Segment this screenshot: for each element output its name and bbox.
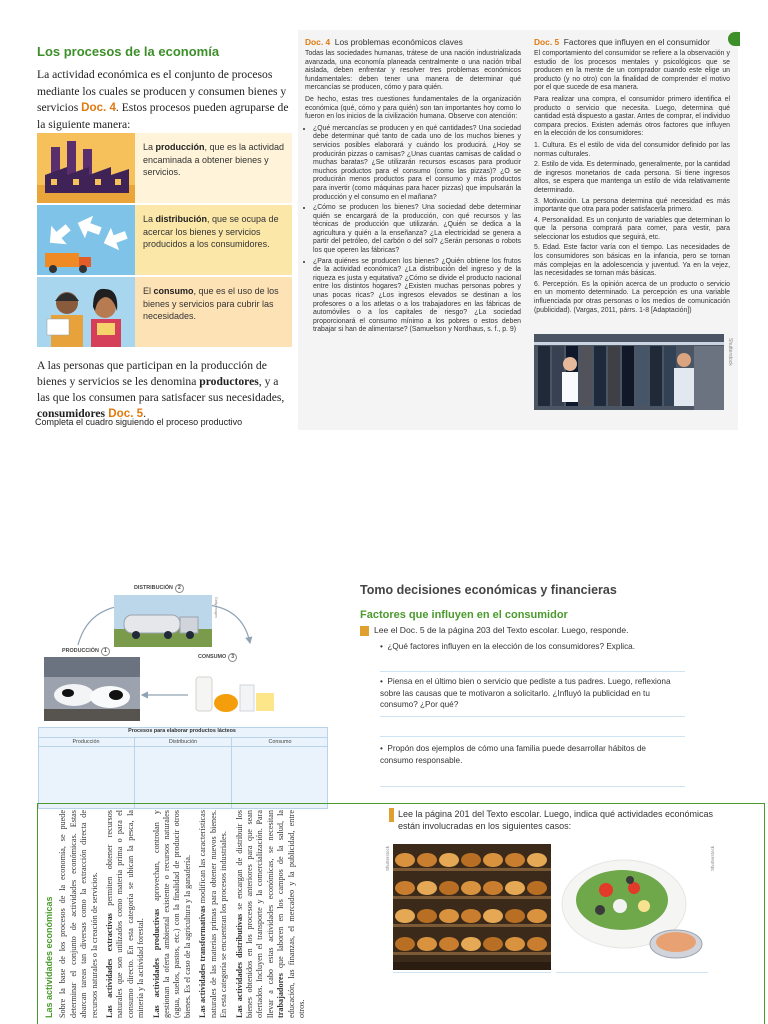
milk-truck-photo — [114, 595, 212, 647]
table-divider — [38, 746, 328, 747]
doc-reference: Doc. 5 — [105, 407, 144, 420]
production-cycle-diagram — [38, 577, 328, 727]
activity-title: Tomo decisiones económicas y financieras — [360, 583, 617, 597]
consumers-illustration — [37, 277, 135, 347]
clothing-store-photo — [534, 334, 724, 410]
doc5-item: 3. Motivación. La persona determina qué necesidad es más importante que otra para poder satisfacerla primero. — [534, 197, 730, 214]
photo-credit: Shutterstock — [385, 846, 390, 872]
question-3: • Propón dos ejemplos de cómo una familia puede desarrollar hábitos de consumo responsable. — [380, 744, 646, 765]
doc4-body: Todas las sociedades humanas, trátese de una nación industrializada avanzada, una economía planeada centralmente o una nación tribal aislada, deben enfrentar y resolver tres problemas económicos fundamentales: deben tener una manera de determinar qué mercancías se producen, cómo y para quién. De hecho, estas tres cuestiones fundamentales de la organización económica (qué, cómo y para quién) son tan importantes hoy como lo fueron en los inicios de la civilización humana. Observe con atención: • ¿Qué mercancías se producen y en qué cantidades? Una sociedad debe determinar qué tanto de cada uno de los muchos bienes y servicios posibles elaborará y cuándo los producirá. ¿Hoy se producirán pizzas o camisas? ¿Unas cuantas camisas de calidad o muchas baratas? ¿Se utilizarán recursos escasos para producir muchos productos para el consumo (como las pizzas)? ¿O se producirán menos productos para el consumo y más productos para invertir (como máquinas para hacer pizzas) que impulsarán la producción y el consumo en el mañana? • ¿Cómo se producen los bienes? Una sociedad debe determinar quién se encargará de la producción, con qué recursos y las técnicas de producción que utilizarán. ¿Quién se dedica a la agricultura y quién a la enseñanza? ¿La electricidad se genera a partir del petróleo, del carbón o del sol? ¿Serán personas o robots los que operen las fábricas? • ¿Para quiénes se producen los bienes? ¿Quién obtiene los frutos de la actividad económica? ¿La distribución del ingreso y de la riqueza es justa y equitativa? ¿Cómo se divide el producto nacional entre los distintos hogares? ¿Existen muchas personas pobres y unas pocas ricas? ¿Los ingresos elevados se destinan a los profesores o a los atletas o a los trabajadores en las fábricas de automóviles o a los capitales de riesgo? ¿La sociedad proporcionará el consumo mínimo a los pobres o estos deben trabajar si han de alimentarse? (Samuelson y Nordhaus, s. f., p. 9) — [305, 50, 521, 337]
answer-line[interactable] — [380, 786, 685, 787]
tuna-salad-photo — [556, 844, 708, 970]
doc5-item: 6. Percepción. Es la opinión acerca de un producto o servicio en un momento determinado. La percepción es una variable influenciada por otras personas o los medios de comunicación (publicidad). (Vargas, 2011, párrs. 1-8 [Adaptación]) — [534, 280, 730, 314]
photo-credit: Shutterstock — [710, 846, 715, 872]
table-divider — [134, 737, 135, 808]
rotated-heading: Las actividades económicas — [44, 896, 54, 1018]
table-header: Consumo — [268, 739, 292, 745]
factory-illustration — [37, 133, 135, 203]
doc5-item: 5. Edad. Este factor varía con el tiempo. Las necesidades de los consumidores son básicas en la infancia, pero se tornan más complejas en la adolescencia y juventud. Ya en la vejez, las necesidades se tornan más básicas. — [534, 244, 730, 278]
doc5-item: 1. Cultura. Es el estilo de vida del consumidor definido por las normas culturales. — [534, 141, 730, 158]
photo-credit: Shutterstock — [727, 338, 733, 366]
table-header: Producción — [72, 739, 100, 745]
activity-subtitle: Factores que influyen en el consumidor — [360, 609, 568, 621]
dairy-cows-photo — [44, 657, 140, 721]
distribution-row — [37, 205, 292, 275]
table-divider — [38, 737, 328, 738]
activity-marker — [389, 808, 394, 822]
photo-credit: Getty Images — [214, 597, 218, 618]
doc4-bullet: • ¿Para quiénes se producen los bienes? ¿Quién obtiene los frutos de la actividad económica? ¿La distribución del ingreso y de la riqueza es justa y equitativa? ¿Cómo se divide el producto nacional entre los distintos hogares? ¿Existen muchas personas pobres y unas pocas ricas? ¿Los ingresos elevados se destinan a los profesores o a los atletas o a los trabajadores en las fábricas de automóviles o a los capitales de riesgo? ¿La sociedad proporcionará el consumo mínimo a los pobres o estos deben trabajar si han de alimentarse? (Samuelson y Nordhaus, s. f., p. 9) — [313, 258, 521, 335]
consumption-row — [37, 277, 292, 347]
answer-line[interactable] — [380, 736, 685, 737]
dairy-products-photo — [190, 663, 278, 721]
distribution-illustration — [37, 205, 135, 275]
doc4-heading: Doc. 4 Los problemas económicos claves — [305, 37, 463, 47]
answer-line[interactable] — [556, 972, 708, 973]
distribution-label: DISTRIBUCIÓN 2 — [134, 584, 184, 593]
question-2: • Piensa en el último bien o servicio que pediste a tus padres. Luego, reflexiona sobre las causas que te motivaron a solicitarlo. ¿Influyó la publicidad en tu consumo? ¿Por qué? — [380, 677, 671, 709]
doc5-heading: Doc. 5 Factores que influyen en el consumidor — [534, 37, 710, 47]
doc5-item: 2. Estilo de vida. Es determinado, generalmente, por la cantidad de ingresos monetarios de cada persona. Si tiene ingresos altos, se espera que mantenga un estilo de vida relativamente determinado. — [534, 161, 730, 194]
consumption-description: El consumo, que es el uso de los bienes y servicios para cubrir las necesidades. — [143, 286, 279, 321]
answer-line[interactable] — [393, 972, 551, 973]
doc5-body: El comportamiento del consumidor se refiere a la observación y estudio de los procesos mentales y psicológicos que se producen en la mente de un comprador cuando este elige un producto (y no otro) con la finalidad de comprender el motivo por el que sucede de esa manera. Para realizar una compra, el consumidor primero identifica el producto o servicio que necesita. Luego, determina qué cantidad está dispuesto a gastar. Antes de comprar, el individuo compara precios. Existen además otros factores que influyen en la elección de los consumidores: 1. Cultura. Es el estilo de vida del consumidor definido por las normas culturales. 2. Estilo de vida. Es determinado, generalmente, por la cantidad de ingresos monetarios de cada persona. Si tiene ingresos altos, se espera que mantenga un estilo de vida relativamente determinado. 3. Motivación. La persona determina qué necesidad es más importante que otra para poder satisfacerla primero. 4. Personalidad. Es un conjunto de variables que determinan lo que la persona comprará para comer, para vestir, para seleccionar los estudios que seguirá, etc. 5. Edad. Este factor varía con el tiempo. Las necesidades de los consumidores son básicas en la infancia, pero se tornan más complejas en la adolescencia y juventud. Ya en la vejez, las necesidades se tornan más básicas. 6. Percepción. Es la opinión acerca de un producto o servicio en un momento determinado. La percepción es una variable influenciada por otras personas o los medios de comunicación (publicidad). (Vargas, 2011, párrs. 1-8 [Adaptación]) — [534, 50, 730, 314]
doc-reference: Doc. 4 — [81, 101, 116, 114]
table-divider — [231, 737, 232, 808]
answer-line[interactable] — [380, 716, 685, 717]
intro-paragraph: La actividad económica es el conjunto de procesos mediante los cuales se producen y consumen bienes y servicios Doc. 4. Estos procesos pueden agruparse de la siguiente manera: — [37, 68, 289, 131]
production-label: PRODUCCIÓN 1 — [62, 647, 110, 656]
table-title: Procesos para elaborar productos lácteos — [128, 728, 236, 734]
production-description: La producción, que es la actividad encaminada a obtener bienes y servicios. — [143, 142, 285, 177]
answer-line[interactable] — [380, 671, 685, 672]
distribution-description: La distribución, que se ocupa de acercar los bienes y servicios producidos a los consumidores. — [143, 214, 279, 249]
activity-instruction: Lee el Doc. 5 de la página 203 del Texto escolar. Luego, responde. — [374, 625, 629, 635]
activity-marker — [360, 626, 369, 636]
doc4-bullet: • ¿Qué mercancías se producen y en qué cantidades? Una sociedad debe determinar qué tanto de cada uno de los muchos bienes y servicios posibles elaborará y cuándo los producirá. ¿Hoy se producirán pizzas o camisas? ¿Unas cuantas camisas de calidad o muchas baratas? ¿Se utilizarán recursos escasos para producir muchos productos para el consumo (como las pizzas)? ¿O se producirán menos productos para el consumo y más productos para invertir (como máquinas para hacer pizzas) que impulsarán la producción y el consumo en el mañana? — [313, 125, 521, 202]
doc5-item: 4. Personalidad. Es un conjunto de variables que determinan lo que la persona comprará para comer, para vestir, para seleccionar los estudios que seguirá, etc. — [534, 216, 730, 241]
bakery-bread-photo — [393, 844, 551, 970]
section-title: Los procesos de la economía — [37, 44, 220, 59]
answer-cell-distribucion[interactable] — [137, 748, 229, 806]
cases-instruction: Lee la página 201 del Texto escolar. Luego, indica qué actividades económicas están involucradas en los siguientes casos: — [398, 809, 714, 831]
table-header: Distribución — [168, 739, 198, 745]
answer-cell-produccion[interactable] — [40, 748, 132, 806]
question-1: • ¿Qué factores influyen en la elección de los consumidores? Explica. — [380, 642, 635, 651]
doc4-bullet: • ¿Cómo se producen los bienes? Una sociedad debe determinar quién se encargará de la producción, con qué recursos y las técnicas de producción que utilizarán. ¿Quién se dedica a la agricultura y quién a la enseñanza? ¿La electricidad se genera a partir del petróleo, del carbón o del sol? ¿Serán personas o robots los que operen las fábricas? — [313, 204, 521, 256]
production-row — [37, 133, 292, 203]
page-tab-marker — [728, 32, 740, 46]
consumption-label: CONSUMO 3 — [198, 653, 237, 662]
economic-activities-rotated-text: Las actividades económicas Sobre la base de los procesos de la economía, se puede determinar el conjunto de actividades económicas. Estas abarcan tareas tan diversas como la extracción directa de recursos naturales o la creación de servicios. Las actividades extractivas permiten obtener recursos naturales que son utilizados como materia prima o para el consumo directo. En esta categoría se ubican la pesca, la minería y la actividad forestal. Las actividades productivas aprovechan, controlan y gestionan la oferta ambiental existente o recursos naturales (agua, suelos, pastos, etc.) con la finalidad de producir otros bienes. Es el caso de la agricultura y la ganadería. Las actividades transformativas modifican las características naturales de las materias primas para obtener nuevos bienes. En esta categoría se encuentran los procesos industriales. Las actividades distributivas se encargan de distribuir los bienes obtenidos en los procesos anteriores para que sean ofertados. Incluyen el transporte y la comercialización. Para llevar a cabo estas actividades económicas, se necesitan trabajadores que laboren en los campos de la salud, la educación, las finanzas, el mercadeo y la publicidad, entre otros. — [44, 809, 306, 1018]
answer-cell-consumo[interactable] — [234, 748, 326, 806]
producers-consumers-paragraph: A las personas que participan en la producción de bienes y servicios se les denomina productores, y a las que los consumen para satisfacer sus necesidades, consumidores Doc. 5. — [37, 359, 285, 420]
task-instruction: Completa el cuadro siguiendo el proceso productivo — [35, 417, 243, 427]
